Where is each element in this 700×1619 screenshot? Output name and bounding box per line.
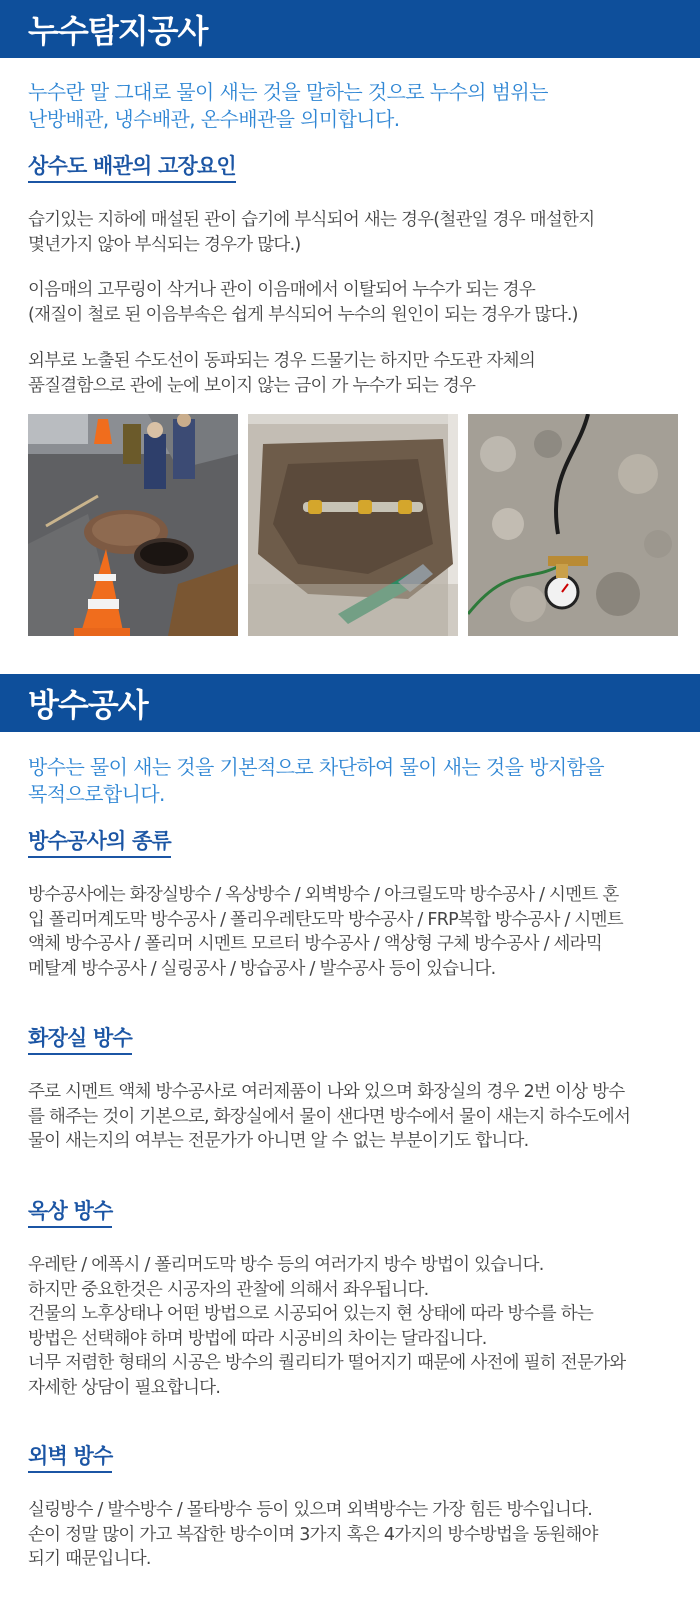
photo-street-manhole	[28, 414, 238, 636]
rooftop-waterproof-subtitle: 옥상 방수	[28, 1196, 112, 1228]
pipe-failure-subtitle: 상수도 배관의 고장요인	[28, 151, 236, 183]
body-line: 외부로 노출된 수도선이 동파되는 경우 드물기는 하지만 수도관 자체의	[28, 351, 535, 371]
body-line: 하지만 중요한것은 시공자의 관찰에 의해서 좌우됩니다.	[28, 1279, 429, 1300]
cause-paragraph-3	[28, 349, 688, 398]
body-line: 건물의 노후상태나 어떤 방법으로 시공되어 있는지 현 상태에 따라 방수를 하는	[28, 1304, 594, 1324]
waterproof-section-header	[0, 674, 700, 732]
body-line: 품질결함으로 관에 눈에 보이지 않는 금이 가 누수가 되는 경우	[28, 375, 476, 396]
waterproof-types-subtitle: 방수공사의 종류	[28, 826, 171, 858]
photo-excavated-pipe	[248, 414, 458, 636]
body-line: 를 해주는 것이 기본으로, 화장실에서 물이 샌다면 방수에서 물이 새는지 하수도에서	[28, 1106, 631, 1127]
body-line: 실링방수 / 발수방수 / 몰타방수 등이 있으며 외벽방수는 가장 힘든 방수입니다.	[28, 1500, 593, 1520]
leak-intro	[28, 79, 678, 133]
body-line: 방수공사에는 화장실방수 / 옥상방수 / 외벽방수 / 아크릴도막 방수공사 / 시멘트 혼	[28, 885, 619, 905]
intro-line: 누수란 말 그대로 물이 새는 것을 말하는 것으로 누수의 범위는	[28, 80, 548, 104]
body-line: 물이 새는지의 여부는 전문가가 아니면 알 수 없는 부분이기도 합니다.	[28, 1131, 529, 1151]
cause-paragraph-1	[28, 208, 688, 257]
rooftop-waterproof-paragraph	[28, 1253, 688, 1400]
body-line: 습기있는 지하에 매설된 관이 습기에 부식되어 새는 경우(철관일 경우 매설한지	[28, 210, 595, 230]
body-line: 손이 정말 많이 가고 복잡한 방수이며 3가지 혹은 4가지의 방수방법을 동원해야	[28, 1524, 598, 1545]
body-line: 이음매의 고무링이 삭거나 관이 이음매에서 이탈되어 누수가 되는 경우	[28, 280, 535, 300]
body-line: 주로 시멘트 액체 방수공사로 여러제품이 나와 있으며 화장실의 경우 2번 이상 방수	[28, 1082, 625, 1102]
photo-pressure-gauge	[468, 414, 678, 636]
body-line: 우레탄 / 에폭시 / 폴리머도막 방수 등의 여러가지 방수 방법이 있습니다.	[28, 1255, 544, 1275]
body-line: 입 폴리머계도막 방수공사 / 폴리우레탄도막 방수공사 / FRP복합 방수공사 / 시멘트	[28, 909, 623, 930]
body-line: 너무 저렴한 형태의 시공은 방수의 퀄리티가 떨어지기 때문에 사전에 필히 전문가와	[28, 1353, 626, 1373]
intro-line: 방수는 물이 새는 것을 기본적으로 차단하여 물이 새는 것을 방지함을	[28, 755, 604, 779]
body-line: 몇년가지 않아 부식되는 경우가 많다.)	[28, 234, 301, 255]
body-line: 메탈계 방수공사 / 실링공사 / 방습공사 / 발수공사 등이 있습니다.	[28, 958, 496, 979]
bathroom-waterproof-subtitle: 화장실 방수	[28, 1023, 132, 1055]
body-line: 방법은 선택해야 하며 방법에 따라 시공비의 차이는 달라집니다.	[28, 1328, 487, 1349]
waterproof-section-title: 방수공사	[28, 686, 148, 724]
leak-section-header	[0, 0, 700, 58]
bathroom-waterproof-paragraph	[28, 1080, 688, 1154]
body-line: 되기 때문입니다.	[28, 1549, 151, 1569]
body-line: 액체 방수공사 / 폴리머 시멘트 모르터 방수공사 / 액상형 구체 방수공사 / 세라믹	[28, 934, 602, 954]
intro-line: 난방배관, 냉수배관, 온수배관을 의미합니다.	[28, 107, 400, 131]
exterior-waterproof-subtitle: 외벽 방수	[28, 1441, 112, 1473]
leak-section-title: 누수탐지공사	[28, 12, 208, 50]
intro-line: 목적으로합니다.	[28, 782, 165, 806]
waterproof-types-paragraph	[28, 883, 688, 981]
cause-paragraph-2	[28, 278, 688, 327]
body-line: 자세한 상담이 필요합니다.	[28, 1377, 221, 1398]
waterproof-intro	[28, 754, 678, 808]
body-line: (재질이 철로 된 이음부속은 쉽게 부식되어 누수의 원인이 되는 경우가 많다.)	[28, 304, 578, 325]
exterior-waterproof-paragraph	[28, 1498, 688, 1572]
